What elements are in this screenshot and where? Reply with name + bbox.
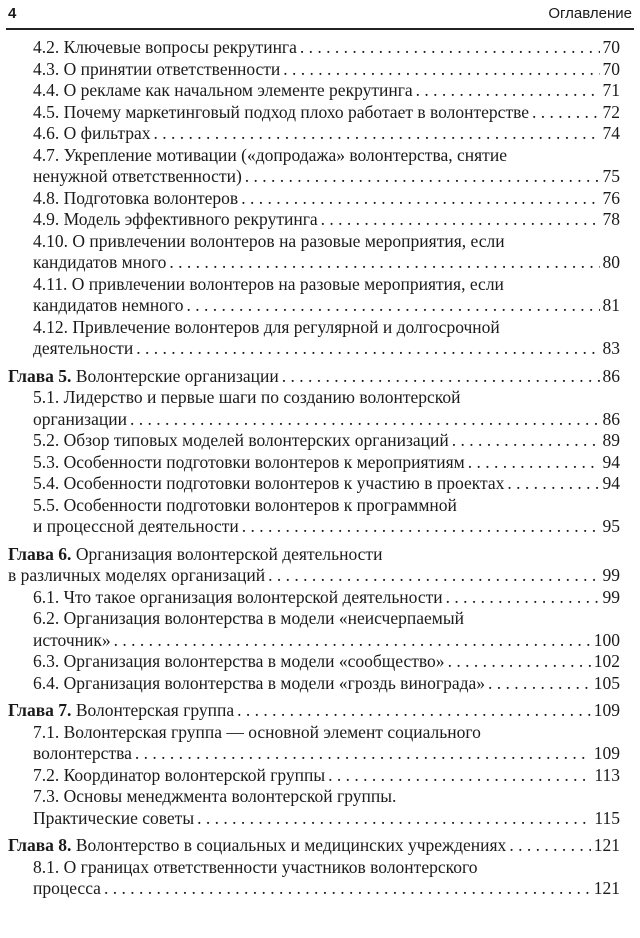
toc-section-entry[interactable] [0,673,640,695]
dot-leader [268,565,599,587]
toc-chapter-entry[interactable] [0,544,640,587]
toc-entry-title: волонтерства [33,743,132,763]
dot-leader [197,808,591,830]
toc-section-entry[interactable] [0,145,640,188]
dot-leader [283,59,599,81]
toc-entry-title: 6.3. Организация волонтерства в модели «сообщество» [33,651,445,671]
toc-entry-title: 4.3. О принятии ответственности [33,58,281,79]
toc-entry-title-line: 4.7. Укрепление мотивации («допродажа» волонтерства, снятие [33,144,507,165]
toc-section-entry[interactable] [0,495,640,538]
toc-section-entry[interactable] [0,387,640,430]
page-header [6,0,634,30]
toc-section-entry[interactable] [0,786,640,829]
running-title: Оглавление [548,5,632,22]
toc-entry-last-line [33,878,620,900]
toc-section-entry[interactable] [0,102,640,124]
toc-entry-last-line [33,473,620,495]
toc-section-entry[interactable] [0,587,640,609]
toc-entry-last-line [33,80,620,102]
toc-page-number: 121 [593,878,620,898]
toc-page-number: 94 [602,473,620,493]
toc-section-entry[interactable] [0,473,640,495]
toc-section-entry[interactable] [0,608,640,651]
dot-leader [300,37,600,59]
toc-entry-title: 4.2. Ключевые вопросы рекрутинга [33,37,297,57]
toc-page-number: 89 [602,430,620,450]
toc-entry-last-line [8,700,620,722]
dot-leader [446,587,600,609]
toc-page-number: 70 [602,58,620,79]
toc-entry-title: 7.2. Координатор волонтерской группы [33,764,326,785]
toc-chapter-entry[interactable] [0,700,640,722]
toc-entry-title-line: 4.12. Привлечение волонтеров для регулярной и долгосрочной [33,316,500,337]
toc-entry-title: 6.1. Что такое организация волонтерской деятельности [33,586,443,607]
toc-page-number: 78 [602,209,620,229]
dot-leader [452,430,600,452]
toc-entry-last-line [33,188,620,210]
toc-entry-last-line [33,587,620,609]
toc-entry-title: кандидатов много [33,252,167,272]
dot-leader [237,700,591,722]
toc-entry-title: деятельности [33,338,134,358]
toc-page-number: 100 [593,629,620,650]
toc-page-number: 80 [602,252,620,272]
toc-section-entry[interactable] [0,452,640,474]
toc-section-entry[interactable] [0,80,640,102]
dot-leader [104,878,591,900]
toc-entry-title: 4.8. Подготовка волонтеров [33,187,239,208]
toc-section-entry[interactable] [0,430,640,452]
toc-entry-last-line [33,808,620,830]
toc-section-entry[interactable] [0,651,640,673]
toc-entry-last-line [33,743,620,765]
toc-page-number: 95 [602,516,620,536]
dot-leader [321,209,600,231]
toc-section-entry[interactable] [0,722,640,765]
toc-section-entry[interactable] [0,188,640,210]
toc-entry-last-line [33,516,620,538]
toc-section-entry[interactable] [0,765,640,787]
toc-entry-title: Глава 8. Волонтерство в социальных и медицинских учреждениях [8,835,507,855]
toc-entry-title-line: 7.3. Основы менеджмента волонтерской группы. [33,786,397,806]
toc-entry-title: 4.6. О фильтрах [33,123,151,143]
toc-page-number: 81 [602,295,620,315]
toc-entry-title-line: 8.1. О границах ответственности участников волонтерского [33,856,478,877]
page-number: 4 [8,5,17,22]
toc-page-number: 86 [602,408,620,429]
toc-section-entry[interactable] [0,59,640,81]
chapter-label: Глава 8. [8,835,72,855]
dot-leader [416,80,600,102]
dot-leader [130,409,600,431]
toc-chapter-entry[interactable] [0,366,640,388]
toc-section-entry[interactable] [0,231,640,274]
toc-entry-last-line [33,209,620,231]
toc-page-number: 86 [602,365,620,386]
toc-entry-title: Глава 7. Волонтерская группа [8,700,235,720]
toc-entry-title: в различных моделях организаций [8,565,266,585]
toc-entry-title: процесса [33,878,101,898]
dot-leader [532,102,599,124]
toc-entry-last-line [33,338,620,360]
dot-leader [114,630,591,652]
toc-page-number: 76 [602,187,620,208]
toc-page-number: 99 [602,565,620,585]
toc-entry-title: 4.4. О рекламе как начальном элементе рекрутинга [33,80,413,100]
toc-entry-last-line [33,452,620,474]
toc-entry-last-line [33,430,620,452]
dot-leader [448,651,591,673]
dot-leader [241,188,599,210]
dot-leader [245,166,600,188]
toc-entry-title: источник» [33,629,111,650]
toc-entry-title: 4.9. Модель эффективного рекрутинга [33,209,318,229]
toc-entry-last-line [33,123,620,145]
chapter-label: Глава 7. [8,700,72,720]
toc-entry-last-line [8,366,620,388]
table-of-contents [0,37,640,900]
toc-entry-title: кандидатов немного [33,295,184,315]
toc-entry-last-line [33,37,620,59]
toc-page-number: 70 [602,37,620,57]
toc-page-number: 72 [602,101,620,122]
toc-page-number: 102 [593,651,620,671]
dot-leader [468,452,600,474]
toc-page-number: 74 [602,123,620,143]
dot-leader [136,338,599,360]
toc-page-number: 75 [602,166,620,186]
toc-entry-last-line [33,252,620,274]
toc-entry-last-line [33,651,620,673]
toc-page-number: 99 [602,586,620,607]
dot-leader [507,473,599,495]
toc-entry-last-line [33,59,620,81]
toc-entry-title: 5.2. Обзор типовых моделей волонтерских организаций [33,430,449,450]
toc-entry-last-line [33,673,620,695]
toc-entry-title-line: 5.1. Лидерство и первые шаги по созданию волонтерской [33,387,461,407]
toc-entry-title: 5.4. Особенности подготовки волонтеров к участию в проектах [33,473,505,493]
toc-page-number: 115 [594,807,620,828]
toc-entry-last-line [33,765,620,787]
dot-leader [328,765,591,787]
toc-page-number: 109 [593,743,620,763]
toc-entry-last-line [8,565,620,587]
toc-section-entry[interactable] [0,317,640,360]
toc-page-number: 83 [602,338,620,358]
toc-entry-last-line [33,409,620,431]
toc-page-number: 121 [593,835,620,855]
toc-page-number: 94 [602,451,620,472]
toc-section-entry[interactable] [0,123,640,145]
dot-leader [186,295,599,317]
toc-entry-last-line [33,166,620,188]
toc-section-entry[interactable] [0,274,640,317]
toc-page-number: 109 [593,700,620,720]
dot-leader [135,743,591,765]
toc-entry-title: организации [33,408,127,429]
dot-leader [488,673,591,695]
toc-entry-last-line [33,102,620,124]
dot-leader [282,366,600,388]
toc-chapter-entry[interactable] [0,835,640,857]
toc-page-number: 105 [593,672,620,693]
toc-entry-title: и процессной деятельности [33,516,239,536]
toc-section-entry[interactable] [0,857,640,900]
toc-entry-title-line: 7.1. Волонтерская группа — основной элемент социального [33,721,481,742]
toc-entry-title: 5.3. Особенности подготовки волонтеров к мероприятиям [33,451,465,472]
dot-leader [169,252,599,274]
dot-leader [242,516,600,538]
toc-section-entry[interactable] [0,37,640,59]
chapter-label: Глава 5. [8,365,72,386]
toc-entry-title-line: 4.10. О привлечении волонтеров на разовые мероприятия, если [33,230,505,251]
toc-entry-last-line [33,630,620,652]
dot-leader [509,835,590,857]
toc-entry-last-line [33,295,620,317]
toc-entry-title: Практические советы [33,807,195,828]
toc-entry-title: ненужной ответственности) [33,166,242,186]
dot-leader [154,123,600,145]
toc-entry-title: 4.5. Почему маркетинговый подход плохо работает в волонтерстве [33,101,530,122]
toc-section-entry[interactable] [0,209,640,231]
toc-entry-title-line: 6.2. Организация волонтерства в модели «неисчерпаемый [33,608,464,628]
toc-page-number: 113 [594,764,620,785]
toc-entry-title-line: Глава 6. Организация волонтерской деятельности [8,543,383,564]
toc-entry-title: 6.4. Организация волонтерства в модели «гроздь винограда» [33,672,486,693]
toc-entry-title-line: 4.11. О привлечении волонтеров на разовые мероприятия, если [33,273,504,294]
chapter-label: Глава 6. [8,543,72,564]
toc-entry-title-line: 5.5. Особенности подготовки волонтеров к программной [33,494,457,515]
toc-page-number: 71 [602,80,620,100]
toc-entry-last-line [8,835,620,857]
toc-entry-title: Глава 5. Волонтерские организации [8,365,279,386]
